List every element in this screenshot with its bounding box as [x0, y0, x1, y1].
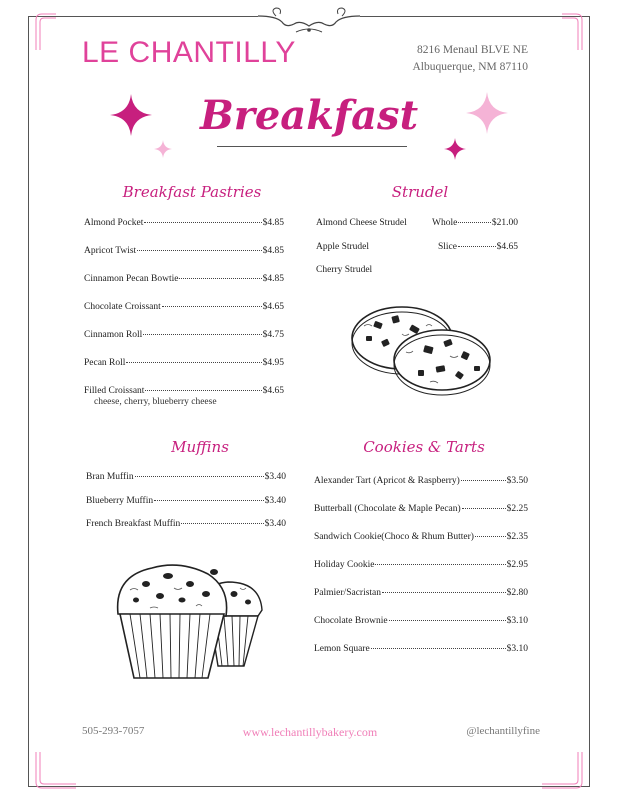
cookie-price: $3.10 [506, 616, 528, 626]
corner-ornament-bottom-left [26, 752, 76, 792]
leader-dots [145, 390, 261, 391]
page-title: Breakfast [199, 92, 419, 139]
leader-dots [461, 480, 506, 481]
pastry-price: $4.95 [262, 358, 284, 368]
muffin-row [86, 496, 286, 506]
strudel-flavor: Cherry Strudel [316, 265, 373, 275]
pastry-price: $4.85 [262, 246, 284, 256]
cookie-name: Palmier/Sacristan [314, 588, 382, 598]
cookie-name: Butterball (Chocolate & Maple Pecan) [314, 504, 461, 514]
cookie-row [314, 560, 528, 570]
cookie-price: $2.95 [506, 560, 528, 570]
pastry-name: Almond Pocket [84, 218, 144, 228]
frame-bottom [28, 786, 590, 787]
muffin-price: $3.40 [264, 519, 286, 529]
pastry-row [84, 386, 284, 396]
cookie-name: Lemon Square [314, 644, 370, 654]
cookie-row [314, 532, 528, 542]
leader-dots [126, 362, 261, 363]
corner-ornament-bottom-right [542, 752, 592, 792]
address-line-2: Albuquerque, NM 87110 [412, 61, 528, 73]
pastry-name: Filled Croissant [84, 386, 145, 396]
cookie-row [314, 644, 528, 654]
pastry-name: Pecan Roll [84, 358, 126, 368]
pastry-row [84, 330, 284, 340]
cookie-price: $2.35 [506, 532, 528, 542]
strudel-size-row [438, 242, 518, 252]
footer-social-handle[interactable]: @lechantillyfine [466, 725, 540, 737]
muffin-name: French Breakfast Muffin [86, 519, 181, 529]
muffins-section-title: Muffins [171, 438, 229, 456]
sparkle-small-icon [154, 140, 172, 158]
pastry-name: Cinnamon Roll [84, 330, 143, 340]
strudel-size-price: $21.00 [491, 218, 518, 228]
corner-ornament-top-right [562, 10, 592, 50]
pastries-section-title: Breakfast Pastries [122, 183, 262, 201]
cookie-name: Sandwich Cookie(Choco & Rhum Butter) [314, 532, 474, 542]
pastry-name: Cinnamon Pecan Bowtie [84, 274, 179, 284]
leader-dots [181, 523, 263, 524]
pastry-price: $4.65 [262, 302, 284, 312]
strudel-size-name: Slice [438, 242, 457, 252]
leader-dots [458, 222, 491, 223]
corner-ornament-top-left [26, 10, 56, 50]
address-block [358, 42, 528, 76]
leader-dots [475, 536, 506, 537]
pastry-price: $4.85 [262, 218, 284, 228]
cookie-price: $3.50 [506, 476, 528, 486]
muffin-price: $3.40 [264, 472, 286, 482]
frame-top-left [28, 16, 258, 17]
brand-logo-text: LE CHANTILLY [82, 36, 296, 69]
top-flourish-ornament [256, 6, 362, 34]
pastry-price: $4.85 [262, 274, 284, 284]
leader-dots [137, 250, 261, 251]
leader-dots [144, 222, 261, 223]
muffin-row [86, 472, 286, 482]
pastry-row [84, 274, 284, 284]
pastry-row [84, 358, 284, 368]
filled-croissant-note: cheese, cherry, blueberry cheese [94, 397, 217, 407]
strudel-size-price: $4.65 [496, 242, 518, 252]
leader-dots [462, 508, 506, 509]
leader-dots [179, 278, 261, 279]
strudel-size-row [432, 218, 518, 228]
cookie-price: $2.25 [506, 504, 528, 514]
pastry-price: $4.75 [262, 330, 284, 340]
leader-dots [143, 334, 261, 335]
cookie-row [314, 476, 528, 486]
pastry-name: Apricot Twist [84, 246, 137, 256]
pastry-row [84, 302, 284, 312]
leader-dots [371, 648, 506, 649]
muffin-name: Bran Muffin [86, 472, 134, 482]
leader-dots [162, 306, 262, 307]
leader-dots [154, 500, 264, 501]
muffin-row [86, 519, 286, 529]
address-line-1: 8216 Menaul BLVE NE [416, 44, 528, 56]
strudel-flavor: Apple Strudel [316, 242, 370, 252]
cookie-name: Chocolate Brownie [314, 616, 388, 626]
cookie-row [314, 588, 528, 598]
muffin-price: $3.40 [264, 496, 286, 506]
muffin-name: Blueberry Muffin [86, 496, 154, 506]
strudel-size-name: Whole [432, 218, 458, 228]
muffins-illustration [110, 554, 270, 684]
cookie-price: $3.10 [506, 644, 528, 654]
leader-dots [375, 564, 505, 565]
leader-dots [135, 476, 264, 477]
leader-dots [389, 620, 506, 621]
pastry-row [84, 246, 284, 256]
strudel-flavor: Almond Cheese Strudel [316, 218, 407, 228]
cookie-row [314, 616, 528, 626]
cookie-name: Holiday Cookie [314, 560, 375, 570]
cookie-price: $2.80 [506, 588, 528, 598]
pastry-price: $4.65 [262, 386, 284, 396]
leader-dots [458, 246, 496, 247]
sparkle-dark-small-icon [444, 138, 466, 160]
pastry-name: Chocolate Croissant [84, 302, 161, 312]
leader-dots [382, 592, 506, 593]
title-divider [217, 146, 407, 147]
cookie-row [314, 504, 528, 514]
strudel-section-title: Strudel [391, 183, 449, 201]
cookie-name: Alexander Tart (Apricot & Raspberry) [314, 476, 460, 486]
footer-website-link[interactable]: www.lechantillybakery.com [242, 725, 378, 739]
footer-phone: 505-293-7057 [82, 725, 145, 737]
frame-top-right [360, 16, 590, 17]
cookies-section-title: Cookies & Tarts [363, 438, 485, 456]
pastry-row [84, 218, 284, 228]
cookies-illustration [346, 296, 496, 400]
